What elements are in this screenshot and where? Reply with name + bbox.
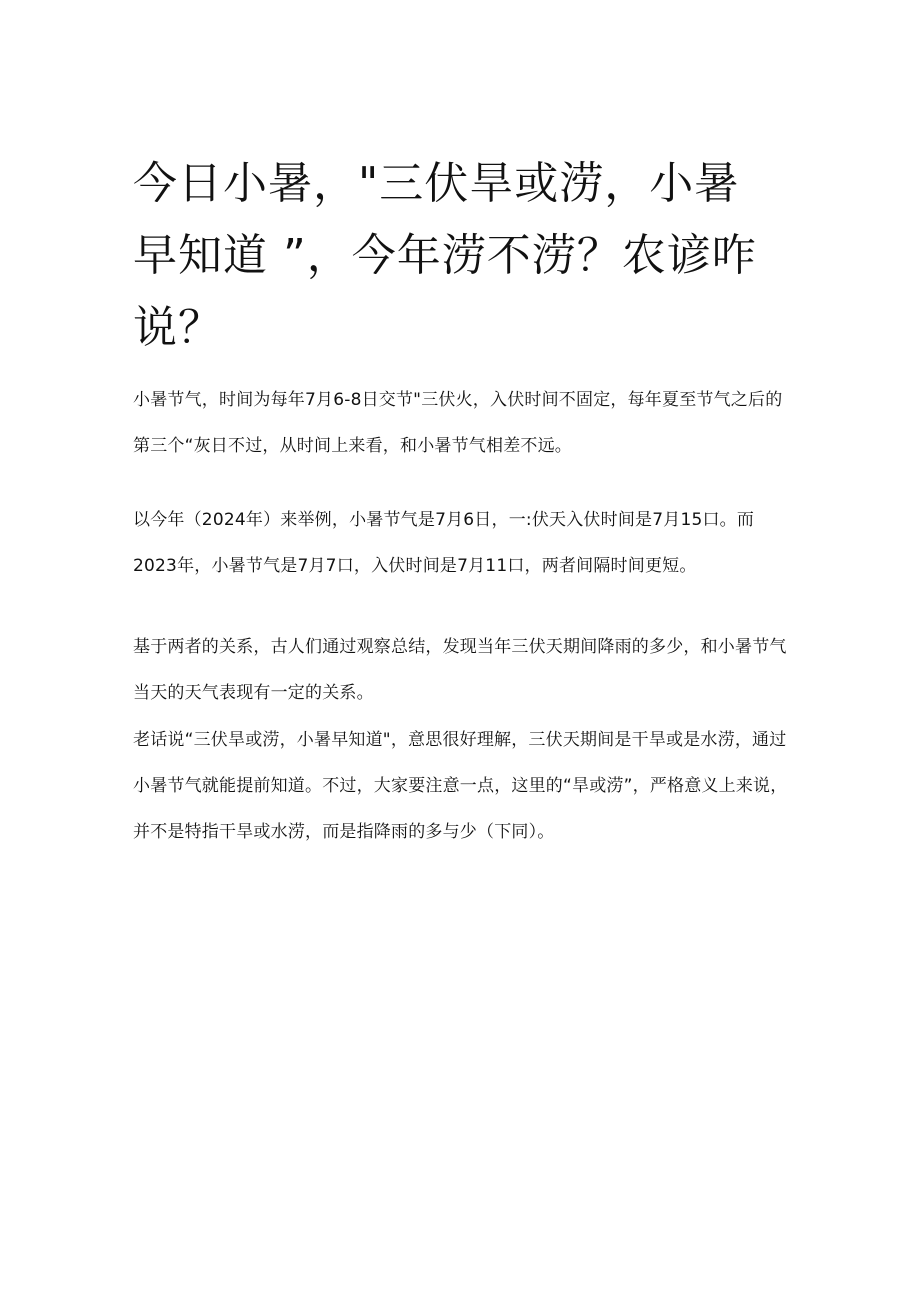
paragraph-3: 基于两者的关系，古人们通过观察总结，发现当年三伏天期间降雨的多少，和小暑节气当天的天气表现有一定的关系。 — [133, 637, 787, 703]
article-title: 今日小暑，"三伏旱或涝，小暑早知道 ”，今年涝不涝？农谚咋说？ — [133, 158, 757, 353]
paragraph-1: 小暑节气，时间为每年7月6-8日交节"三伏火，入伏时间不固定，每年夏至节气之后的第三个“灰日不过，从时间上来看，和小暑节气相差不远。 — [133, 390, 783, 456]
paragraph-2: 以今年（2024年）来举例，小暑节气是7月6日，一:伏天入伏时间是7月15口。而2023年，小暑节气是7月7口，入伏时间是7月11口，两者间隔时间更短。 — [133, 510, 755, 576]
paragraph-4: 老话说“三伏旱或涝，小暑早知道"，意思很好理解，三伏天期间是干旱或是水涝，通过小暑节气就能提前知道。不过，大家要注意一点，这里的“旱或涝”，严格意义上来说，并不是特指干旱或水涝，而是指降雨的多与少（下同）。 — [133, 730, 788, 842]
